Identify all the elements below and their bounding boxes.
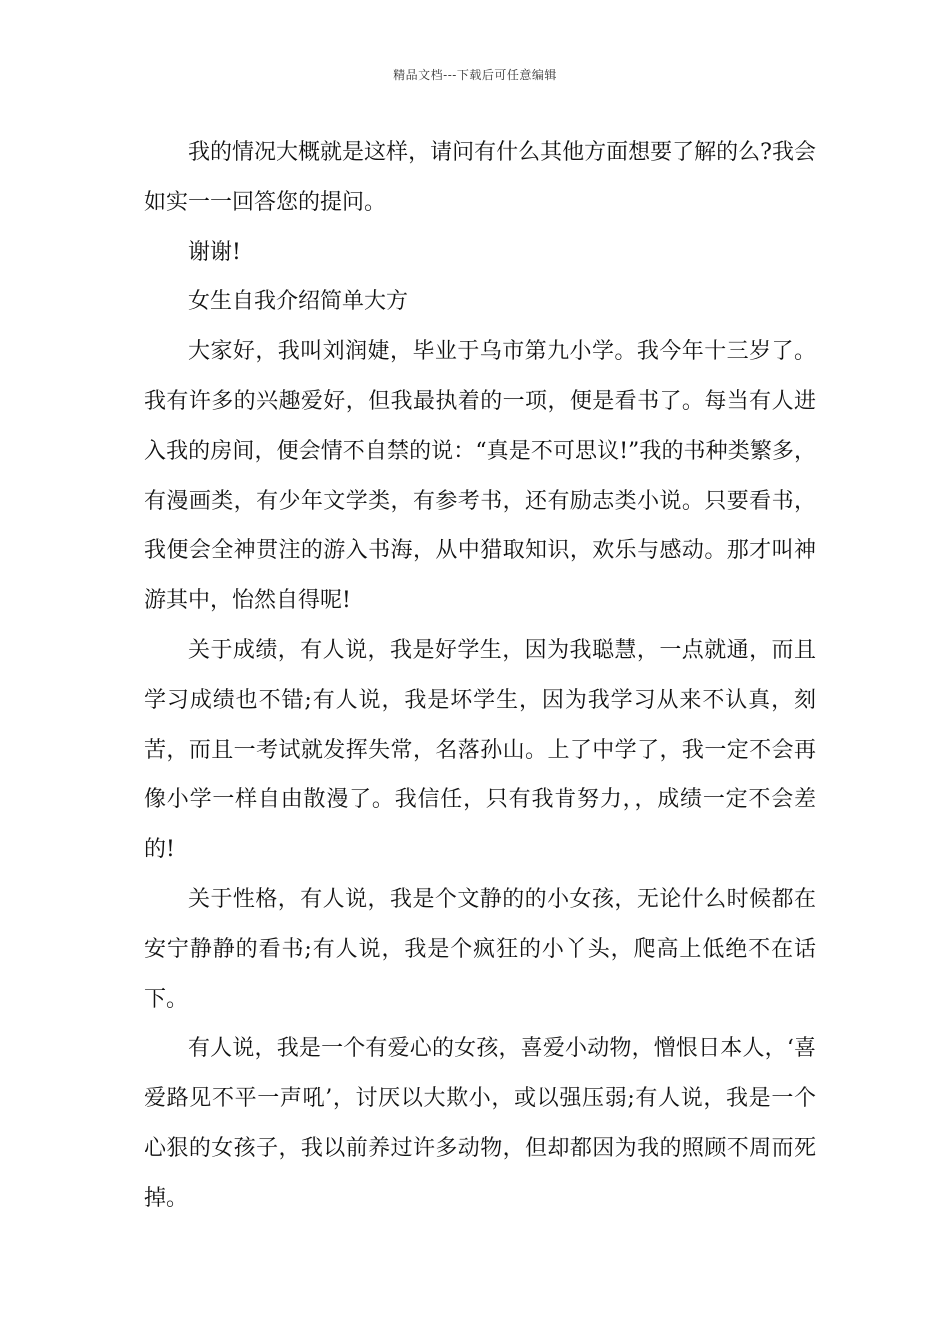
paragraph-intro: 大家好，我叫刘润婕，毕业于乌市第九小学。我今年十三岁了。我有许多的兴趣爱好，但我最执着的一项，便是看书了。每当有人进入我的房间，便会情不自禁的说：“真是不可思议!”我的书种类繁多，有漫画类，有少年文学类，有参考书，还有励志类小说。只要看书，我便会全神贯注的游入书海，从中猎取知识，欢乐与感动。那才叫神游其中，怡然自得呢! — [144, 339, 816, 614]
paragraph-grades: 关于成绩，有人说，我是好学生，因为我聪慧，一点就通，而且学习成绩也不错;有人说，我是坏学生，因为我学习从来不认真，刻苦，而且一考试就发挥失常，名落孙山。上了中学了，我一定不会再像小学一样自由散漫了。我信任，只有我肯努力，，成绩一定不会差的! — [144, 637, 816, 863]
page-header: 精品文档---下载后可任意编辑 — [393, 68, 557, 82]
paragraph-personality: 关于性格，有人说，我是个文静的的小女孩，无论什么时候都在安宁静静的看书;有人说，我是个疯狂的小丫头，爬高上低绝不在话下。 — [144, 886, 816, 1012]
paragraph-kindness: 有人说，我是一个有爱心的女孩，喜爱小动物，憎恨日本人，‘喜爱路见不平一声吼’，讨厌以大欺小，或以强压弱;有人说，我是一个心狠的女孩子，我以前养过许多动物，但却都因为我的照顾不周而死掉。 — [144, 1036, 816, 1211]
paragraph-closing: 我的情况大概就是这样，请问有什么其他方面想要了解的么?我会如实一一回答您的提问。 — [144, 140, 816, 215]
paragraph-thanks: 谢谢! — [188, 239, 241, 265]
section-title: 女生自我介绍简单大方 — [188, 289, 409, 315]
document-body — [144, 128, 816, 1224]
